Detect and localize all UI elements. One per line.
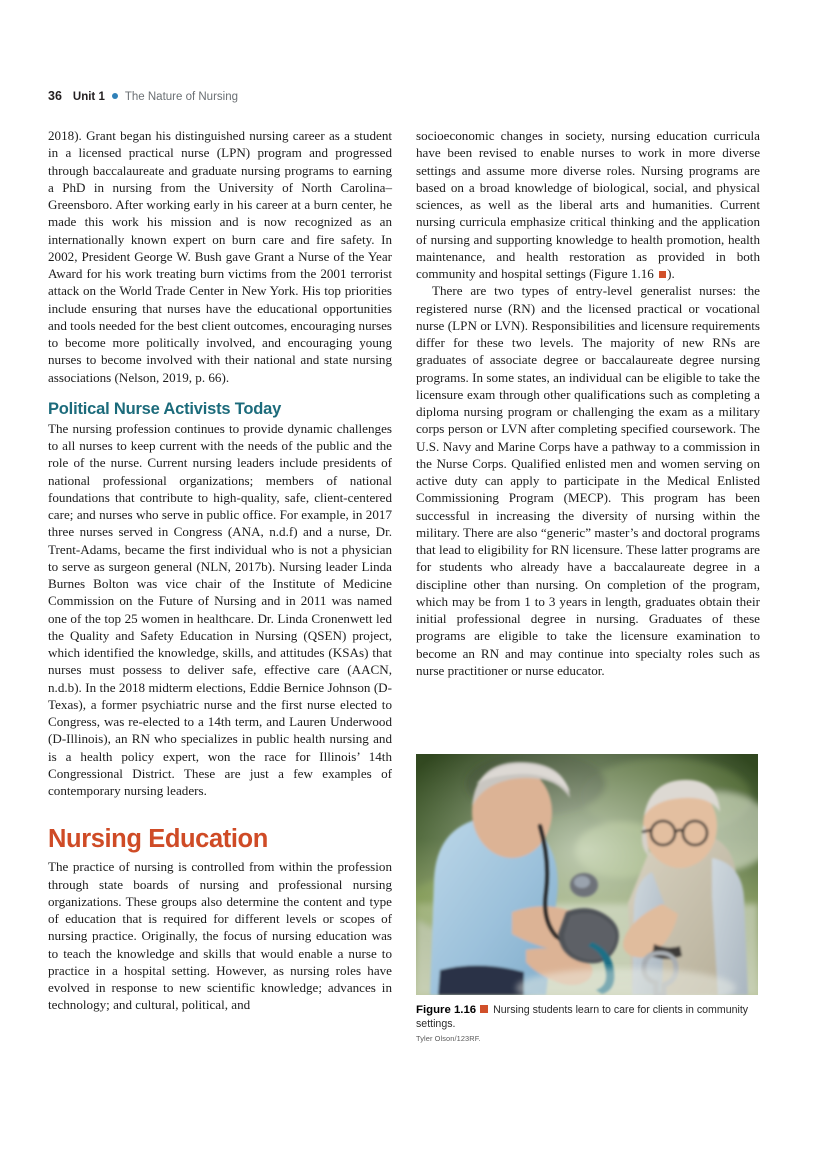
bullet-dot-icon	[112, 93, 118, 99]
paragraph-grant-biography: 2018). Grant began his distinguished nursing career as a student in a licensed practical nurse (LPN) program and progressed through baccalaureate and graduate nursing programs to earning a PhD in nursing from the University of North Carolina–Greensboro. After working early in his career at a burn center, he made this work his mission and is now recognized as an internationally known expert on burn care and fire safety. In 2002, President George W. Bush gave Grant a Nurse of the Year Award for his work treating burn victims from the 2001 terrorist attack on the World Trade Center in New York. His top priorities include ensuring that nurses have the educational opportunities and tools needed for the best client outcomes, encouraging nurses to become more politically involved, and encouraging young nurses to become involved with their national and state nursing associations (Nelson, 2019, p. 66).	[48, 128, 392, 385]
right-text-column	[416, 127, 760, 679]
paragraph-entry-level-nurses: There are two types of entry-level generalist nurses: the registered nurse (RN) and the licensed practical or vocational nurse (LPN or LVN). Responsibilities and licensure requirements differ for these two levels. The majority of new RNs are graduates of associate degree or baccalaureate degree nursing programs. In some states, an individual can be eligible to take the licensure exam through other qualifications such as completing a diploma nursing program or challenging the exam as a military corps person or LVN after completing specified coursework. The U.S. Navy and Marine Corps have a pathway to a commission in the Nurse Corps. Qualified enlisted men and women serving on active duty can apply to participate in the Medical Enlisted Commissioning Program (MECP). This program has been successful in increasing the diversity of nursing within the military. There are also “generic” master’s and doctoral programs that lead to eligibility for RN licensure. These latter programs are for students who already have a baccalaureate degree in a discipline other than nursing. On completion of the program, which may be from 1 to 3 years in length, graduates obtain their initial professional degree in nursing. Graduates of these programs are eligible to take the licensure examination to become an RN and may continue into specialty roles such as nurse practitioner or nurse educator.	[416, 283, 760, 678]
unit-title: The Nature of Nursing	[124, 91, 238, 103]
running-head	[48, 89, 238, 104]
figure-caption-label: Figure 1.16	[416, 1004, 477, 1016]
left-text-column	[48, 127, 392, 1014]
paragraph-nursing-leaders: The nursing profession continues to provide dynamic challenges to all nurses to keep current with the needs of the public and the role of the nurse. Current nursing leaders include presidents of national professional organizations; members of national foundations that contribute to high-quality, safe, client-centered care; and nurses who serve in public office. For example, in 2017 three nurses served in Congress (ANA, n.d.f) and a nurse, Dr. Trent-Adams, became the first individual who is not a physician to serve as surgeon general (NLN, 2017b). Nursing leader Linda Burnes Bolton was vice chair of the Institute of Medicine Commission on the Future of Nursing and in 2011 was named one of the top 25 women in healthcare. Dr. Linda Cronenwett led the Quality and Safety Education in Nursing (QSEN) project, which identified the knowledge, skills, and attitudes (KSAs) that nurses must possess to deliver safe, effective care (AACN, n.d.b). In the 2018 midterm elections, Eddie Bernice Johnson (D-Texas), a former psychiatric nurse and the first nurse elected to Congress, was re-elected to a 14th term, and Lauren Underwood (D-Illinois), an RN who specializes in public health nursing and is a health policy expert, won the race for Illinois’ 14th Congressional District. These are just a few examples of contemporary nursing leaders.	[48, 420, 392, 798]
figure-credit: Tyler Olson/123RF.	[416, 1034, 481, 1044]
figure-caption	[416, 1004, 758, 1031]
page-number: 36	[48, 89, 62, 103]
paragraph-curricula-text: socioeconomic changes in society, nursing education curricula have been revised to enable nurses to work in more diverse settings and assume more diverse roles. Nursing programs are based on a broad knowledge of biological, social, and physical sciences, as well as the liberal arts and humanities. Current nursing curricula emphasize critical thinking and the application of nursing and supporting knowledge to health promotion, health maintenance, and health restoration as provided in both community and hospital settings (Figure 1.16	[416, 128, 760, 281]
figure-1-16	[416, 754, 758, 1043]
unit-label: Unit 1	[72, 91, 105, 103]
paragraph-curricula	[416, 127, 760, 282]
paragraph-curricula-tail: ).	[667, 266, 675, 281]
figure-caption-text: Nursing students learn to care for clients in community settings.	[416, 1004, 749, 1030]
heading-political-nurse-activists: Political Nurse Activists Today	[48, 399, 282, 418]
paragraph-nursing-education-intro: The practice of nursing is controlled from within the profession through state boards of nursing and professional nursing organizations. These groups also determine the content and type of education that is required for different levels or scopes of nursing practice. Originally, the focus of nursing education was to teach the knowledge and skills that would enable a nurse to practice in a hospital setting. However, as nursing roles have evolved in response to new scientific knowledge; advances in technology; and cultural, political, and	[48, 859, 392, 1013]
figure-photograph	[416, 754, 758, 995]
heading-nursing-education: Nursing Education	[48, 825, 268, 854]
figure-caption-square-icon	[480, 1005, 488, 1013]
figure-reference-square-icon	[659, 271, 666, 278]
